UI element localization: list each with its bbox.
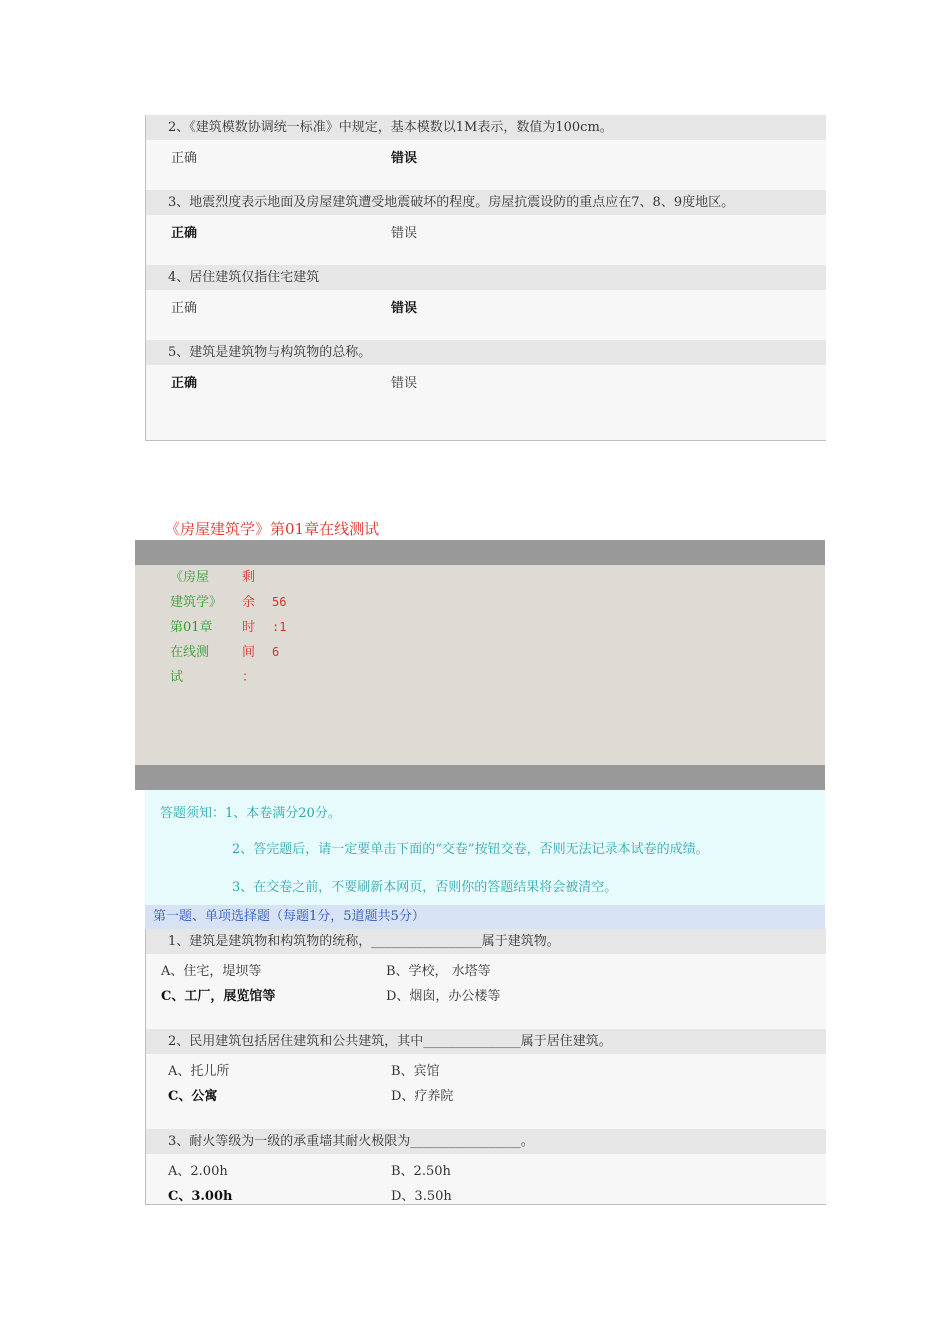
test-info-box	[135, 565, 825, 765]
option-b[interactable]: B、2.50h	[391, 1164, 451, 1179]
question-text: 2、民用建筑包括居住建筑和公共建筑，其中_______________属于居住建筑。	[168, 1034, 612, 1049]
time-part	[272, 665, 312, 690]
remaining-label-char: 余	[242, 595, 256, 610]
question-text: 4、居住建筑仅指住宅建筑	[168, 270, 320, 285]
remaining-label-char: ：	[242, 670, 256, 685]
question-bar	[146, 115, 826, 140]
answer-options	[146, 1054, 826, 1129]
remaining-time-label	[242, 565, 262, 690]
option-a[interactable]: A、2.00h	[168, 1164, 228, 1179]
question-text: 2、《建筑模数协调统一标准》中规定，基本模数以1M表示，数值为100cm。	[168, 120, 613, 135]
question-text: 3、地震烈度表示地面及房屋建筑遭受地震破坏的程度。房屋抗震设防的重点应在7、8、9度地区。	[168, 195, 735, 210]
answer-options	[146, 1154, 826, 1204]
option-false[interactable]: 错误	[391, 376, 418, 391]
question-text: 5、建筑是建筑物与构筑物的总称。	[168, 345, 372, 360]
option-false-selected[interactable]: 错误	[391, 151, 418, 166]
question-text: 3、耐火等级为一级的承重墙其耐火极限为_________________。	[168, 1134, 534, 1149]
question-bar	[146, 265, 826, 290]
test-name-column	[170, 565, 230, 690]
judge-question-panel	[145, 115, 826, 441]
test-name-line: 第01章	[170, 620, 213, 635]
option-c-selected[interactable]: C、公寓	[168, 1089, 218, 1104]
header-bar	[135, 765, 825, 790]
option-false-selected[interactable]: 错误	[391, 301, 418, 316]
answer-options	[146, 290, 826, 340]
option-b[interactable]: B、学校， 水塔等	[386, 964, 491, 979]
remaining-label-char: 剩	[242, 570, 256, 585]
question-bar	[146, 190, 826, 215]
test-name-line: 试	[170, 670, 184, 685]
option-false[interactable]: 错误	[391, 226, 418, 241]
section-header	[145, 905, 825, 929]
question-bar	[146, 340, 826, 365]
option-c-selected[interactable]: C、工厂，展览馆等	[161, 989, 276, 1004]
header-bar	[135, 540, 825, 565]
option-true-selected[interactable]: 正确	[171, 376, 198, 391]
test-name-line: 在线测	[170, 645, 210, 660]
option-true[interactable]: 正确	[171, 301, 198, 316]
remaining-label-char: 间	[242, 645, 256, 660]
remaining-time-value	[272, 565, 312, 690]
option-c-selected[interactable]: C、3.00h	[168, 1189, 233, 1204]
time-part: 6	[272, 645, 280, 659]
answer-options	[146, 215, 826, 265]
option-b[interactable]: B、宾馆	[391, 1064, 440, 1079]
notice-line: 2、答完题后，请一定要单击下面的“交卷”按钮交卷，否则无法记录本试卷的成绩。	[232, 842, 709, 857]
remaining-label-char: 时	[242, 620, 256, 635]
option-true[interactable]: 正确	[171, 151, 198, 166]
option-d[interactable]: D、3.50h	[391, 1189, 452, 1204]
option-d[interactable]: D、烟囱，办公楼等	[386, 989, 501, 1004]
test-name-line: 建筑学》	[170, 595, 223, 610]
question-bar	[146, 1029, 826, 1054]
test-name-line: 《房屋	[170, 570, 210, 585]
answer-notice	[145, 790, 825, 905]
question-bar	[146, 1129, 826, 1154]
section-title: 第一题、单项选择题（每题1分，5道题共5分）	[153, 909, 425, 924]
time-part	[272, 565, 312, 590]
option-a[interactable]: A、托儿所	[168, 1064, 230, 1079]
time-part: 56	[272, 595, 287, 609]
question-text: 1、建筑是建筑物和构筑物的统称，_________________属于建筑物。	[168, 934, 560, 949]
notice-line: 3、在交卷之前，不要刷新本网页，否则你的答题结果将会被清空。	[232, 880, 618, 895]
question-bar	[146, 929, 826, 954]
option-a[interactable]: A、住宅，堤坝等	[161, 964, 262, 979]
test-title: 《房屋建筑学》第01章在线测试	[165, 520, 380, 538]
answer-options	[146, 140, 826, 190]
notice-line: 答题须知：1、本卷满分20分。	[160, 806, 341, 821]
choice-question-panel	[145, 929, 826, 1205]
answer-options	[146, 954, 826, 1029]
time-part: :1	[272, 620, 287, 634]
option-true-selected[interactable]: 正确	[171, 226, 198, 241]
answer-options	[146, 365, 826, 440]
option-d[interactable]: D、疗养院	[391, 1089, 454, 1104]
